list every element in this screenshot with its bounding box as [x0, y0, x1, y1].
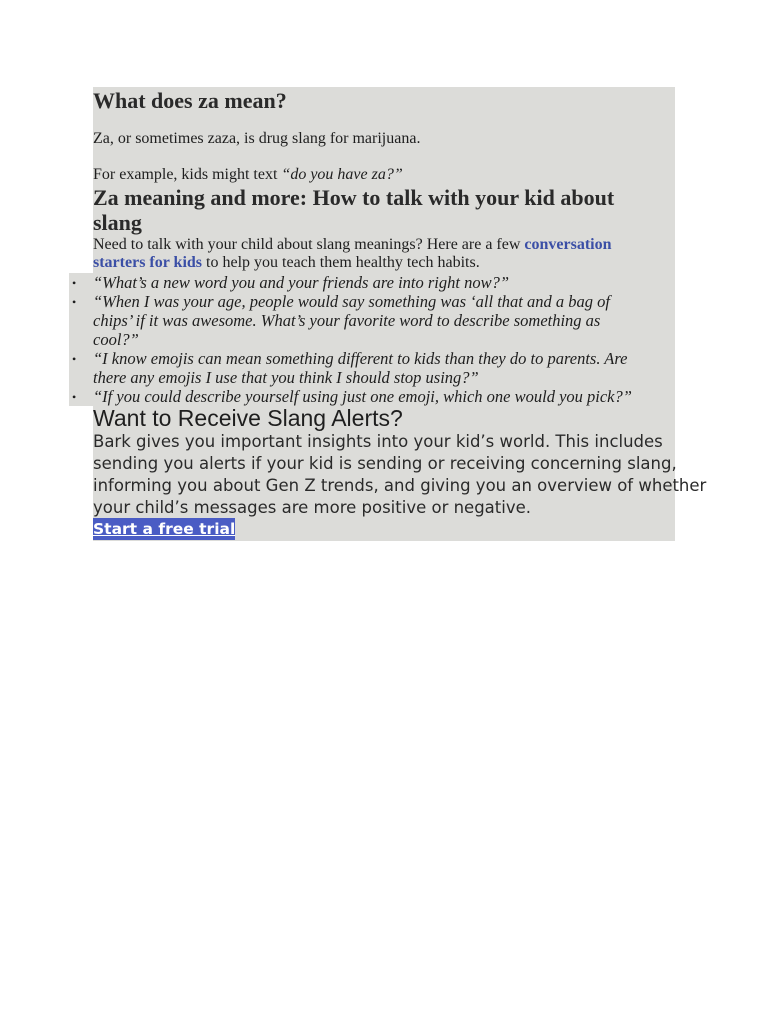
alerts-body-line2: sending you alerts if your kid is sending or receiving concerning slang, [93, 454, 677, 473]
list-item-2-line3: cool?” [93, 330, 139, 349]
heading-za-meaning-line1: Za meaning and more: How to talk with your kid about [93, 185, 615, 210]
heading-za-meaning-line2: slang [93, 210, 142, 235]
list-item-3-line2: there any emojis I use that you think I should stop using?” [93, 368, 479, 387]
heading-slang-alerts: Want to Receive Slang Alerts? [93, 405, 403, 431]
example-text [93, 166, 403, 184]
intro-text-line2 [93, 254, 480, 272]
list-item-4-line1: “If you could describe yourself using just one emoji, which one would you pick?” [93, 387, 632, 406]
intro-prefix: Need to talk with your child about slang meanings? Here are a few [93, 236, 525, 253]
list-item-2-line1: “When I was your age, people would say something was ‘all that and a bag of [93, 292, 610, 311]
bullet-1: • [72, 276, 77, 290]
alerts-body-line4: your child’s messages are more positive or negative. [93, 498, 532, 517]
bullet-4: • [72, 390, 77, 404]
list-item-1-line1: “What’s a new word you and your friends are into right now?” [93, 273, 510, 292]
list-item-4 [93, 387, 673, 406]
list-indent-band [69, 273, 93, 406]
alerts-body-line3: informing you about Gen Z trends, and giving you an overview of whether [93, 476, 707, 495]
list-item-2-line2: chips’ if it was awesome. What’s your favorite word to describe something as [93, 311, 601, 330]
alerts-body-line1: Bark gives you important insights into your kid’s world. This includes [93, 432, 663, 451]
example-prefix: For example, kids might text [93, 166, 282, 183]
alerts-body [93, 431, 706, 519]
definition-text: Za, or sometimes zaza, is drug slang for marijuana. [93, 130, 421, 147]
start-free-trial-link[interactable]: Start a free trial [93, 520, 236, 538]
list-item-3-line1: “I know emojis can mean something different to kids than they do to parents. Are [93, 349, 628, 368]
bullet-3: • [72, 352, 77, 366]
intro-suffix: to help you teach them healthy tech habits. [202, 254, 480, 271]
list-item-2 [93, 292, 673, 349]
conversation-starters-link[interactable]: conversation [524, 236, 612, 253]
heading-what-does-za-mean: What does za mean? [93, 88, 287, 113]
conversation-starters-link-cont[interactable]: starters for kids [93, 254, 203, 271]
list-item-1 [93, 273, 673, 292]
intro-text-line1 [93, 236, 612, 254]
list-item-3 [93, 349, 673, 387]
example-quote: “do you have za?” [281, 166, 403, 183]
bullet-2: • [72, 295, 77, 309]
